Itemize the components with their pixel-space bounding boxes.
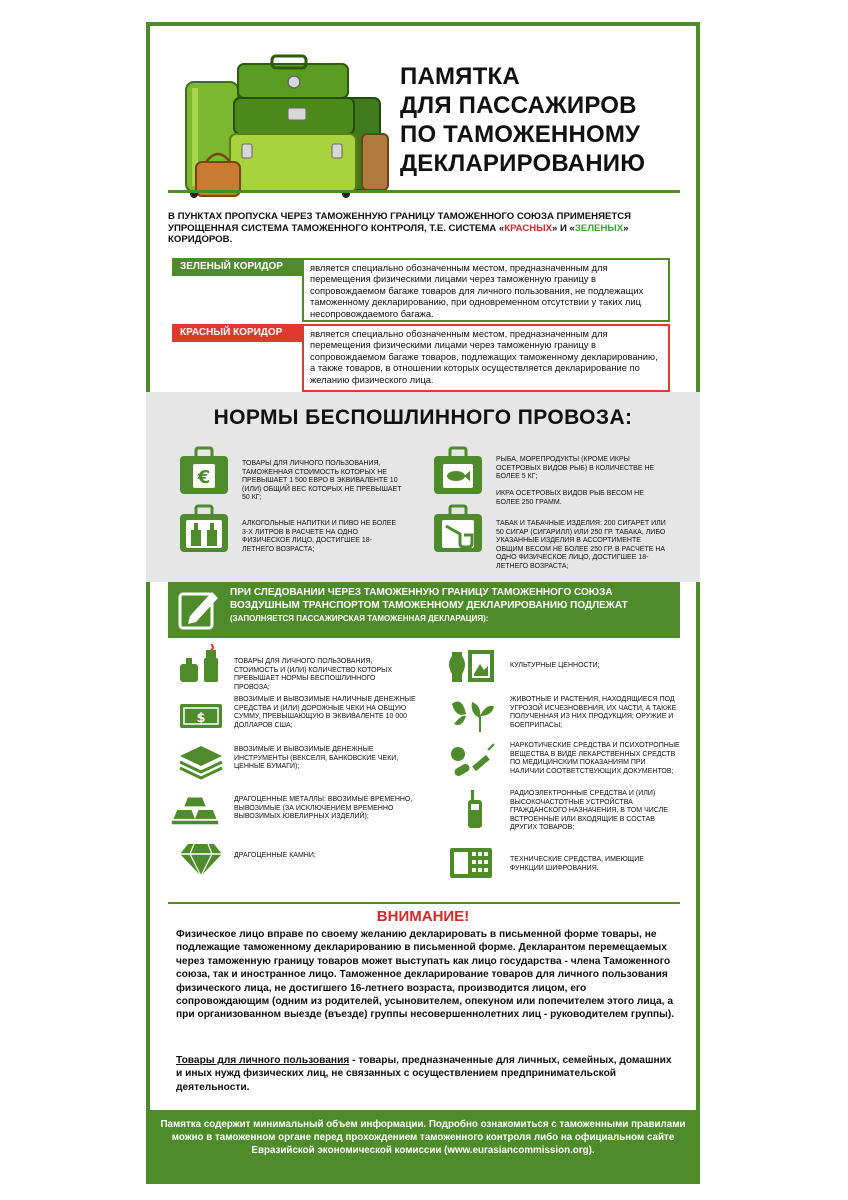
- duty-item-text: РЫБА, МОРЕПРОДУКТЫ (КРОМЕ ИКРЫ ОСЕТРОВЫХ ВИДОВ РЫБ) В КОЛИЧЕСТВЕ НЕ БОЛЕЕ 5 КГ;: [496, 456, 655, 481]
- personal-goods-definition: [176, 1054, 676, 1094]
- perfume-lighter-icon: [176, 644, 226, 684]
- definition-term: Товары для личного пользования: [176, 1055, 350, 1066]
- title-line: ПО ТАМОЖЕННОМУ: [400, 121, 641, 148]
- suitcase-bottles-icon: [176, 504, 232, 554]
- declaration-item-text: ТЕХНИЧЕСКИЕ СРЕДСТВА, ИМЕЮЩИЕ ФУНКЦИИ ШИФРОВАНИЯ.: [510, 856, 644, 872]
- svg-text:$: $: [196, 711, 206, 726]
- intro-text: [168, 211, 680, 246]
- air-heading: ПРИ СЛЕДОВАНИИ ЧЕРЕЗ ТАМОЖЕННУЮ ГРАНИЦУ ТАМОЖЕННОГО СОЮЗА ВОЗДУШНЫМ ТРАНСПОРТОМ ТАМОЖЕННОМУ ДЕКЛАРИРОВАНИЮ ПОДЛЕЖАТ: [230, 587, 628, 611]
- attention-paragraph: Физическое лицо вправе по своему желанию декларировать в письменной форме товары, не подлежащие таможенному декларированию в письменной форме. Декларантом перемещаемых через таможенную границу товаров может выступать как лицо государства - члена Таможенного союза, так и иностранное лицо. Таможенное декларирование товаров для личного пользования физического лица, не достигшего 16-летнего возраста, производится лицом, его сопровождающим (одним из родителей, усыновителем, опекуном или попечителем этого лица, а при организованном выезде (въезде) группы несовершеннолетних лиц - руководителем группы).: [176, 929, 675, 1021]
- divider: [168, 190, 680, 193]
- title-line: ДЛЯ ПАССАЖИРОВ: [400, 92, 637, 119]
- butterfly-plant-icon: [446, 694, 496, 734]
- encryption-device-icon: [446, 840, 496, 880]
- red-corridor-label: КРАСНЫЙ КОРИДОР: [172, 324, 302, 342]
- green-corridor-description: является специально обозначенным местом, предназначенным для перемещения физическими лицами через таможенную границу в сопровождаемом багаже товаров для личного пользования, не подлежащих таможенному декларированию, при одновременном отсутствии у таких лиц несопровождаемого багажа.: [302, 258, 670, 322]
- title-line: ПАМЯТКА: [400, 63, 520, 90]
- intro-part: » И «: [552, 222, 575, 234]
- svg-text:€: €: [197, 467, 211, 488]
- header: [150, 26, 696, 194]
- declaration-item-text: ЖИВОТНЫЕ И РАСТЕНИЯ, НАХОДЯЩИЕСЯ ПОД УГРОЗОЙ ИСЧЕЗНОВЕНИЯ, ИХ ЧАСТИ, А ТАКЖЕ ПОЛУЧЕННАЯ ИЗ НИХ ПРОДУКЦИЯ; ОРУЖИЕ И БОЕПРИПАСЫ;: [510, 696, 677, 729]
- declaration-item-text: ТОВАРЫ ДЛЯ ЛИЧНОГО ПОЛЬЗОВАНИЯ, СТОИМОСТЬ И (ИЛИ) КОЛИЧЕСТВО КОТОРЫХ ПРЕВЫШАЕТ НОРМЫ БЕСПОШЛИННОГО ПРОВОЗА;: [234, 658, 393, 691]
- title-line: ДЕКЛАРИРОВАНИЮ: [400, 150, 646, 177]
- air-subheading: (ЗАПОЛНЯЕТСЯ ПАССАЖИРСКАЯ ТАМОЖЕННАЯ ДЕКЛАРАЦИЯ):: [230, 614, 489, 623]
- duty-item-text: ИКРА ОСЕТРОВЫХ ВИДОВ РЫБ ВЕСОМ НЕ БОЛЕЕ 250 ГРАММ.: [496, 490, 644, 506]
- definition-text: - товары, предназначенные для личных, семейных, домашних и иных нужд физических лиц, не связанных с осуществлением предпринимательской деятельности.: [176, 1055, 672, 1093]
- poster: [150, 26, 696, 1176]
- suitcase-euro-icon: [176, 446, 232, 496]
- banknote-icon: [176, 696, 226, 736]
- air-transport-banner: [168, 582, 680, 638]
- luggage-illustration: [176, 52, 392, 204]
- diamond-icon: [176, 838, 226, 878]
- declaration-item-text: ДРАГОЦЕННЫЕ МЕТАЛЛЫ: ВВОЗИМЫЕ ВРЕМЕННО, ВЫВОЗИМЫЕ (ЗА ИСКЛЮЧЕНИЕМ ВРЕМЕННО ВЫВОЗИМЫХ ЮВЕЛИРНЫХ ИЗДЕЛИЙ);: [234, 796, 413, 821]
- intro-part: » КОРИДОРОВ.: [168, 222, 629, 246]
- declaration-item-text: РАДИОЭЛЕКТРОННЫЕ СРЕДСТВА И (ИЛИ) ВЫСОКОЧАСТОТНЫЕ УСТРОЙСТВА ГРАЖДАНСКОГО НАЗНАЧЕНИЯ, В ТОМ ЧИСЛЕ ВСТРОЕННЫЕ ИЛИ ВХОДЯЩИЕ В СОСТАВ ДРУГИХ ТОВАРОВ;: [510, 790, 668, 832]
- green-corridor-label: ЗЕЛЕНЫЙ КОРИДОР: [172, 258, 302, 276]
- declaration-item-text: КУЛЬТУРНЫЕ ЦЕННОСТИ;: [510, 662, 600, 669]
- declaration-item-text: ДРАГОЦЕННЫЕ КАМНИ;: [234, 852, 316, 859]
- attention-title: ВНИМАНИЕ!: [376, 908, 470, 925]
- intro-green-word: ЗЕЛЕНЫХ: [574, 222, 624, 234]
- red-corridor-description: является специально обозначенным местом, предназначенным для перемещения физическими лицами через таможенную границу в сопровождаемом багаже товаров, подлежащих таможенному декларированию, а также товаров, в отношении которых осуществляется декларирование по желанию физического лица.: [302, 324, 670, 392]
- pills-syringe-icon: [446, 742, 496, 782]
- declaration-item-text: НАРКОТИЧЕСКИЕ СРЕДСТВА И ПСИХОТРОПНЫЕ ВЕЩЕСТВА В ВИДЕ ЛЕКАРСТВЕННЫХ СРЕДСТВ ПО МЕДИЦИНСКИМ ПОКАЗАНИЯМ ПРИ НАЛИЧИИ СООТВЕТСТВУЮЩИХ ДОКУМЕНТОВ;: [510, 742, 680, 775]
- declaration-item-text: ВВОЗИМЫЕ И ВЫВОЗИМЫЕ ДЕНЕЖНЫЕ ИНСТРУМЕНТЫ (ВЕКСЕЛЯ, БАНКОВСКИЕ ЧЕКИ, ЦЕННЫЕ БУМАГИ);: [234, 746, 399, 771]
- radio-icon: [450, 790, 500, 830]
- footer-note: Памятка содержит минимальный объем информации. Подробно ознакомиться с таможенными правилами можно в таможенном органе перед прохождением таможенного контроля либо на официальном сайте Евразийской экономической комиссии (www.eurasiancommission.org).: [146, 1110, 700, 1184]
- suitcase-pipe-icon: [430, 504, 486, 554]
- intro-red-word: КРАСНЫХ: [504, 222, 552, 234]
- duty-item-text: ТОВАРЫ ДЛЯ ЛИЧНОГО ПОЛЬЗОВАНИЯ, ТАМОЖЕННАЯ СТОИМОСТЬ КОТОРЫХ НЕ ПРЕВЫШАЕТ 1 500 ЕВРО В ЭКВИВАЛЕНТЕ 10 (ИЛИ) ОБЩИЙ ВЕС КОТОРЫХ НЕ ПРЕВЫШАЕТ 50 КГ;: [242, 460, 402, 502]
- page-title: [400, 62, 690, 178]
- gold-bars-icon: [170, 790, 220, 830]
- divider: [168, 902, 680, 904]
- papers-stack-icon: [176, 742, 226, 782]
- duty-item-text: АЛКОГОЛЬНЫЕ НАПИТКИ И ПИВО НЕ БОЛЕЕ 3-Х ЛИТРОВ В РАСЧЕТЕ НА ОДНО ФИЗИЧЕСКОЕ ЛИЦО, ДОСТИГШЕЕ 18-ЛЕТНЕГО ВОЗРАСТА;: [242, 520, 397, 553]
- vase-painting-icon: [446, 646, 496, 686]
- duty-free-section: [146, 392, 700, 582]
- form-pencil-icon: [176, 586, 222, 632]
- declaration-item-text: ВВОЗИМЫЕ И ВЫВОЗИМЫЕ НАЛИЧНЫЕ ДЕНЕЖНЫЕ СРЕДСТВА И (ИЛИ) ДОРОЖНЫЕ ЧЕКИ НА ОБЩУЮ СУММУ, ПРЕВЫШАЮЩУЮ В ЭКВИВАЛЕНТЕ 10 000 ДОЛЛАРОВ США;: [234, 696, 416, 729]
- duty-free-title: НОРМЫ БЕСПОШЛИННОГО ПРОВОЗА:: [213, 406, 633, 429]
- suitcase-fish-icon: [430, 446, 486, 496]
- poster-frame: [146, 22, 700, 1180]
- duty-item-text: ТАБАК И ТАБАЧНЫЕ ИЗДЕЛИЯ: 200 СИГАРЕТ ИЛИ 50 СИГАР (СИГАРИЛЛ) ИЛИ 250 ГР. ТАБАКА, ЛИБО УКАЗАННЫЕ ИЗДЕЛИЯ В АССОРТИМЕНТЕ ОБЩИМ ВЕСОМ НЕ БОЛЕЕ 250 ГР. В РАСЧЕТЕ НА ОДНО ФИЗИЧЕСКОЕ ЛИЦО, ДОСТИГШЕЕ 18-ЛЕТНЕГО ВОЗРАСТА;: [496, 520, 666, 570]
- intro-part: В ПУНКТАХ ПРОПУСКА ЧЕРЕЗ ТАМОЖЕННУЮ ГРАНИЦУ ТАМОЖЕННОГО СОЮЗА ПРИМЕНЯЕТСЯ УПРОЩЕННАЯ СИСТЕМА ТАМОЖЕННОГО КОНТРОЛЯ, Т.Е. СИСТЕМА «: [168, 211, 632, 234]
